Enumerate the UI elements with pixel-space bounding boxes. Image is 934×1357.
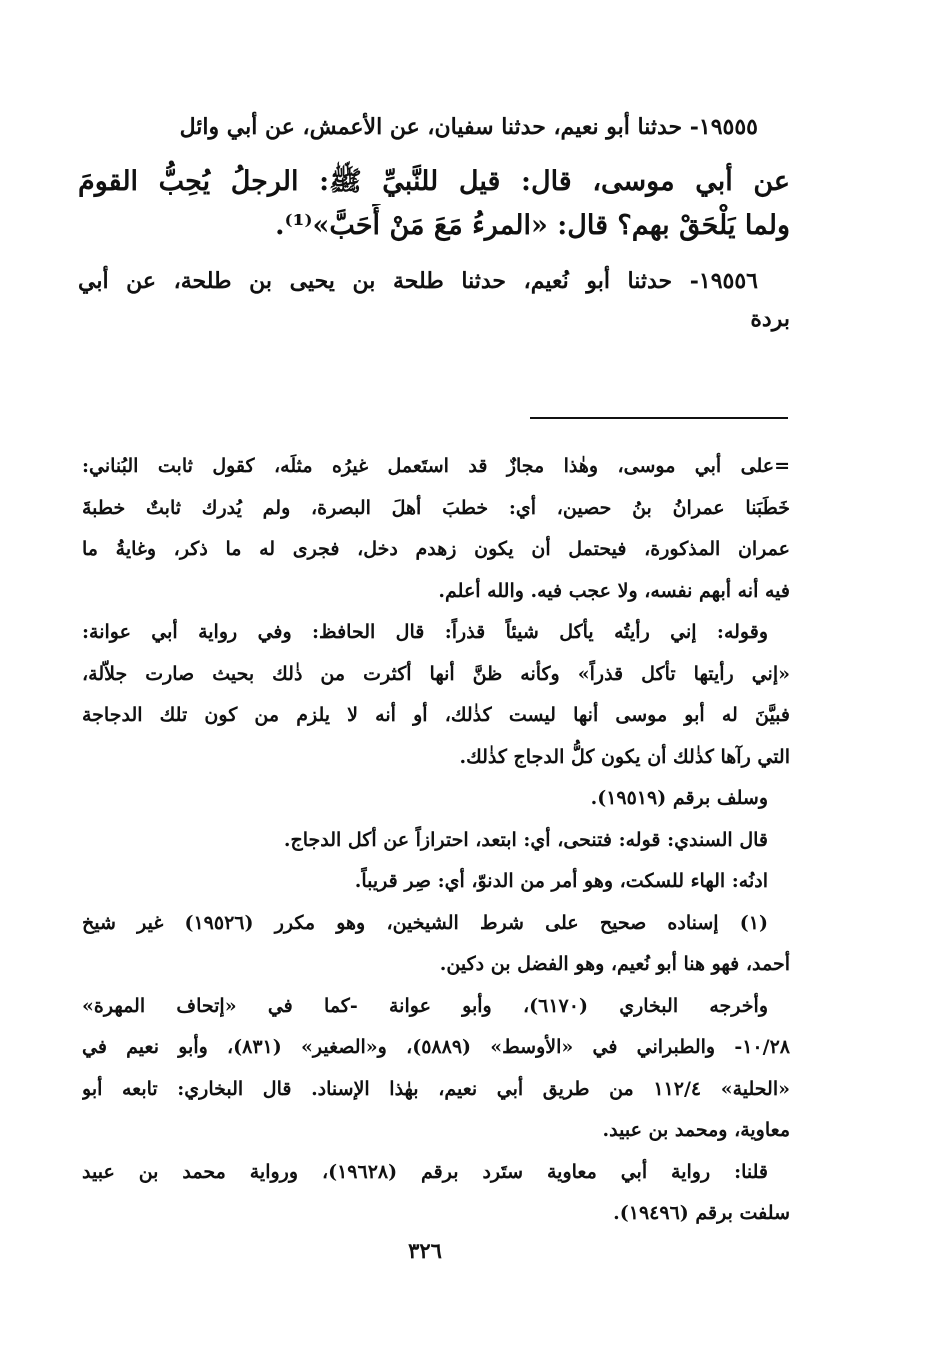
footnote-line: «إني رأيتها تأكل قذراً» وكأنه ظنَّ أنها أكثرت من ذٰلك بحيث صارت جلاّلة، xyxy=(82,662,790,685)
footnote-line: عمران المذكورة، فيحتمل أن يكون زهدم دخل، فجرى له ما ذكر، وغايةُ ما xyxy=(82,538,790,560)
page-number: ٣٢٦ xyxy=(408,1238,442,1263)
hadith-19555-block xyxy=(78,108,790,146)
footnote-line: قلنا: رواية أبي معاوية ستَرد برقم (١٩٦٢٨)، ورواية محمد بن عبيد xyxy=(82,1160,768,1183)
matn-line: ولما يَلْحَقْ بهم؟ قال: «المرءُ مَعَ مَنْ أَحَبَّ»⁽¹⁾. xyxy=(275,210,790,241)
footnote-line: وسلف برقم (١٩٥١٩). xyxy=(590,787,768,809)
footnote-line: فبيَّنَ له أبو موسى أنها ليست كذٰلك، أو أنه لا يلزم من كون تلك الدجاجة xyxy=(82,704,790,726)
hadith-19555-matn xyxy=(78,160,790,248)
hadith-19555-isnad: ١٩٥٥٥- حدثنا أبو نعيم، حدثنا سفيان، عن الأعمش، عن أبي وائل xyxy=(179,114,758,140)
footnote-separator xyxy=(530,417,788,419)
footnote-line: قال السندي: قوله: فتنحى، أي: ابتعد، احترازاً عن أكل الدجاج. xyxy=(283,828,768,851)
footnote-line: وأخرجه البخاري (٦١٧٠)، وأبو عوانة -كما في «إتحاف المهرة» xyxy=(82,994,768,1017)
matn-line: عن أبي موسى، قال: قيل للنَّبيِّ ﷺ: الرجلُ يُحِبُّ القومَ xyxy=(78,166,790,197)
footnote-line: «الحلية» ١١٢/٤ من طريق أبي نعيم، بهٰذا الإسناد. قال البخاري: تابعه أبو xyxy=(82,1077,790,1100)
hadith-19556-isnad: ١٩٥٥٦- حدثنا أبو نُعيم، حدثنا طلحة بن يحيى بن طلحة، عن أبي xyxy=(78,268,758,294)
footnote-line: خَطَبَنا عمرانُ بنُ حصين، أي: خطبَ أهلَ البصرة، ولم يُدرك ثابتٌ خطبةَ xyxy=(82,496,790,519)
footnote-line: أحمد، فهو هنا أبو نُعيم، وهو الفضل بن دكين. xyxy=(439,953,790,975)
footnote-line: التي رآها كذٰلك أن يكون كلُّ الدجاج كذٰلك. xyxy=(459,745,790,768)
hadith-text xyxy=(78,108,790,338)
footnote-line: ادنُه: الهاء للسكت، وهو أمر من الدنوّ، أي: صِر قريباً. xyxy=(354,870,768,892)
footnotes xyxy=(82,446,790,1235)
hadith-19556-block xyxy=(78,262,790,338)
footnote-line: سلفت برقم (١٩٤٩٦). xyxy=(613,1202,790,1224)
footnote-line: وقوله: إني رأيتُه يأكل شيئاً قذراً: قال الحافظ: وفي رواية أبي عوانة: xyxy=(82,621,768,643)
footnote-line: ١٠/٢٨- والطبراني في «الأوسط» (٥٨٨٩)، و«الصغير» (٨٣١)، وأبو نعيم في xyxy=(82,1036,790,1058)
footnote-line: =على أبي موسى، وهٰذا مجازٌ قد استَعمل غيرُه مثلَه، كقول ثابت البُناني: xyxy=(82,455,790,477)
hadith-19556-isnad: بردة xyxy=(750,306,790,332)
footnote-1: (١) إسناده صحيح على شرط الشيخين، وهو مكرر (١٩٥٢٦) غير شيخ xyxy=(82,911,768,934)
footnote-line: فيه أنه أبهم نفسه، ولا عجب فيه. والله أعلم. xyxy=(438,579,790,602)
footnote-line: معاوية، ومحمد بن عبيد. xyxy=(602,1119,790,1141)
